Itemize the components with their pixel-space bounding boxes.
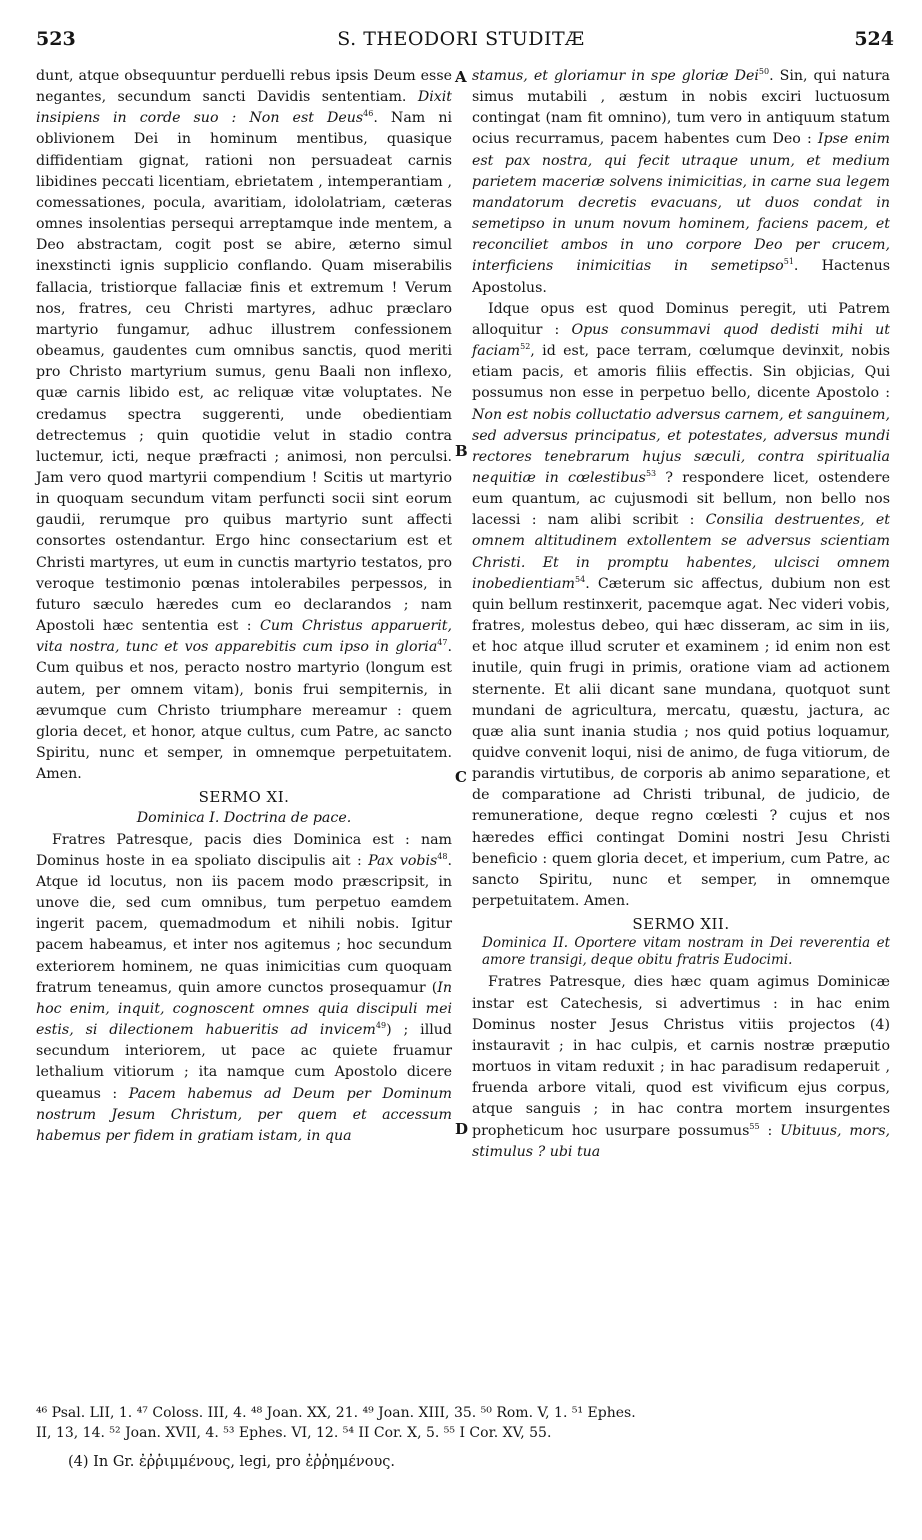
running-title: S. THEODORI STUDITÆ bbox=[337, 28, 585, 50]
paragraph bbox=[472, 66, 890, 299]
scripture-quote: Pacem habemus ad Deum per Dominum nostrum Jesum Christum, per quem et accessum habemus per fidem in gratiam istam, in qua bbox=[36, 1085, 452, 1144]
sermon-subtitle: Dominica II. Oportere vitam nostram in Dei reverentia et amore transigi, deque obitu fratris Eudocimi. bbox=[482, 935, 890, 969]
text-span: . Cum quibus et nos, peracto nostro martyrio (longum est autem, per omnem vitam), bonis frui sempiternis, in ævumque cum Christo triumphare mereamur : quem gloria decet, et honor, atque cultus, cum Patre, ac sancto Spiritu, nunc et semper, in omnemque perpetuitatem. Amen. bbox=[36, 639, 452, 783]
paragraph bbox=[36, 66, 452, 785]
text-span: . Hactenus Apostolus. bbox=[472, 258, 890, 296]
sermon-subtitle: Dominica I. Doctrina de pace. bbox=[136, 810, 352, 827]
margin-letter-d: D bbox=[455, 1120, 469, 1138]
sermon-title: SERMO XI. bbox=[198, 788, 290, 807]
left-column bbox=[36, 66, 452, 1147]
note-ref: 55 bbox=[749, 1121, 760, 1131]
text-span: Fratres Patresque, pacis dies Dominica est : nam Dominus hoste in ea spoliato discipulis ait : bbox=[36, 831, 452, 869]
note-ref: 52 bbox=[520, 342, 531, 352]
note-ref: 48 bbox=[437, 851, 448, 861]
text-span: Fratres Patresque, dies hæc quam agimus Dominicæ instar est Catechesis, si advertimus : in hac enim Dominus noster Jesus Christus vitiis projectos (4) instauravit ; in hac culpis, et carnis nostræ præputio mortuos in vitam reduxit ; in hac paradisum redaperuit , fruenda arbore vitali, quod est vivificum ejus corpus, atque sanguis ; in hac contra mortem insurgentes propheticum hoc usurpare possumus bbox=[472, 974, 890, 1139]
text-span: . Nam ni oblivionem Dei in hominum mentibus, quasique diffidentiam gignat, rationi non persuadeat carnis libidines peccati licentiam, ebrietatem , intemperantiam , comessationes, pocula, avaritiam, idololatriam, cæteras omnes insolentias persequi arreptamque inde mentem, a Deo abstractam, cogit post se abire, æterno simul inexstincti ignis supplicio conflando. Quam miserabilis fallacia, tristiorque fallaciæ finis et extremum ! Verum nos, fratres, ceu Christi martyres, adhuc præclaro martyrio fungamur, adhuc illustrem confessionem obeamus, gaudentes cum omnibus sanctis, quod meriti pro Christo martyrium sumus, genu Baali non inflexo, quæ carnis libido est, ac reliquæ vitæ voluptates. Ne credamus spectra suggerenti, unde obedientiam detrectemus ; quin quotidie velut in stadio contra luctemur, icti, neque præfracti ; animosi, non perculsi. Jam vero quod martyrii compendium ! Scitis ut martyrio in quoquam secundum vitam perfuncti socii sint eorum gaudii, rerumque pro quibus martyrio sunt affecti consortes ostendantur. Ergo hinc consectarium est et Christi martyres, ut eum in cunctis martyrio testatos, pro veroque testimonio pœnas intolerabiles perpessos, in futuro sæculo hæredes cum eo declarandos ; nam Apostoli hæc sententia est : bbox=[36, 110, 452, 635]
sermon-title: SERMO XII. bbox=[632, 915, 730, 934]
margin-letter-b: B bbox=[455, 442, 468, 460]
paragraph bbox=[36, 830, 452, 1147]
scripture-quote: Consilia destruentes, et omnem altitudinem extollentem se adversus scientiam Christi. Et in promptu habentes, ulcisci omnem inobedientiam bbox=[472, 512, 890, 592]
margin-letter-c: C bbox=[455, 768, 467, 786]
note-ref: 53 bbox=[645, 468, 657, 478]
scripture-quote: In hoc enim, inquit, cognoscent omnes quia discipuli mei estis, si dilectionem habueritis ad invicem bbox=[36, 979, 452, 1039]
text-span: Idque opus est quod Dominus peregit, uti Patrem alloquitur : bbox=[472, 300, 890, 338]
margin-letter-a: A bbox=[455, 68, 467, 86]
notes-line: II, 13, 14. ⁵² Joan. XVII, 4. ⁵³ Ephes. VI, 12. ⁵⁴ II Cor. X, 5. ⁵⁵ I Cor. XV, 55. bbox=[36, 1425, 552, 1441]
text-span: . Sin, qui natura simus mutabili , æstum in nobis exciri luctuosum contingat (nam fit omnino), tum vero in antiquum statum ocius recurramus, pacem habentes cum Deo : bbox=[472, 68, 890, 148]
note-ref: 54 bbox=[575, 574, 586, 584]
text-span: , id est, pace terram, cœlumque devinxit, nobis etiam pacis, et amoris filiis effectis. Sin objicias, Qui possumus non esse in perpetuo bello, dicente Apostolo : bbox=[472, 343, 890, 402]
page-header bbox=[0, 28, 922, 56]
scripture-quote: Ubituus, mors, stimulus ? ubi tua bbox=[472, 1122, 890, 1160]
note-ref: 50 bbox=[758, 67, 770, 76]
scripture-quote: Opus consummavi quod dedisti mihi ut faciam bbox=[472, 321, 890, 360]
note-ref: 47 bbox=[437, 638, 448, 648]
scripture-quote: stamus, et gloriamur in spe gloriæ Dei bbox=[472, 68, 759, 84]
note-ref: 46 bbox=[363, 109, 374, 119]
text-span: dunt, atque obsequuntur perduelli rebus ipsis Deum esse negantes, secundum sancti Davidis sententiam. bbox=[36, 68, 452, 106]
notes-line: ⁴⁶ Psal. LII, 1. ⁴⁷ Coloss. III, 4. ⁴⁸ Joan. XX, 21. ⁴⁹ Joan. XIII, 35. ⁵⁰ Rom. V, 1. ⁵¹ Ephes. bbox=[36, 1405, 636, 1421]
scripture-quote: Pax vobis bbox=[368, 852, 438, 869]
text-span: : bbox=[759, 1122, 781, 1139]
scripture-quote: Dixit insipiens in corde suo : Non est Deus bbox=[36, 89, 452, 127]
paragraph bbox=[472, 299, 890, 913]
page-number-left: 523 bbox=[36, 28, 76, 50]
scripture-quote: Cum Christus apparuerit, vita nostra, tunc et vos apparebitis cum ipso in gloria bbox=[36, 618, 453, 656]
paragraph bbox=[472, 972, 890, 1162]
right-column bbox=[472, 66, 890, 1163]
note-ref: 49 bbox=[375, 1021, 387, 1031]
text-span: ? respondere licet, ostendere eum quantum, ac cujusmodi sit bellum, non bello nos lacessi : nam alibi scribit : bbox=[472, 469, 890, 529]
text-span: . Cæterum sic affectus, dubium non est quin bellum restinxerit, pacemque agat. Nec videri vobis, fratres, molestus debeo, qui hæc disseram, ac sim in iis, et hoc atque illud scruter et examinem ; id enim non est inutile, quin frugi in primis, oratione viam ad actionem sternente. Et alii dicant sane mundana, quotquot sunt mundani de agricultura, mercatu, quæstu, jactura, ac quæ alia sunt inania studia ; nos quid potius loquamur, quidve convenit loqui, nisi de animo, de fuga vitiorum, de parandis virtutibus, de corporis ab animo separatione, et de comparatione ad Christi tribunal, de judicio, de remuneratione, deque regno cœlesti ? cujus et nos hæredes effici contingat Domini nostri Jesu Christi beneficio : quem gloria decet, et imperium, cum Patre, ac sancto Spiritu, nunc et semper, in omnemque perpetuitatem. Amen. bbox=[472, 575, 890, 910]
scripture-notes bbox=[36, 1403, 892, 1443]
translator-footnote: (4) In Gr. ἐῤῥιμμένους, legi, pro ἐῤῥημένους. bbox=[68, 1454, 395, 1470]
page-number-right: 524 bbox=[854, 28, 894, 50]
note-ref: 51 bbox=[783, 257, 794, 267]
text-span: . Atque id locutus, non iis pacem modo præscripsit, in unove die, sed cum omnibus, tum perpetuo eamdem ingerit pacem, quemadmodum et nihili nobis. Igitur pacem habeamus, et inter nos agitemus ; hoc secundum exteriorem hominem, ne quas inimicitias cum quoquam fratrum teneamus, quin amore cunctos prosequamur ( bbox=[36, 852, 452, 996]
scripture-quote: Ipse enim est pax nostra, qui fecit utraque unum, et medium parietem maceriæ solvens inimicitias, in carne sua legem mandatorum decretis evacuans, ut duos condat in semetipso in unum novum hominem, faciens pacem, et reconciliet ambos in uno corpore Deo per crucem, interficiens inimicitias in semetipso bbox=[472, 131, 890, 275]
text-span: ) ; illud secundum interiorem, ut pace ac quiete fruamur lethalium vitiorum ; ita namque cum Apostolo dicere queamus : bbox=[36, 1022, 452, 1102]
scripture-quote: Non est nobis colluctatio adversus carnem, et sanguinem, sed adversus principatus, et potestates, adversus mundi rectores tenebrarum hujus sæculi, contra spiritualia nequitiæ in cœlestibus bbox=[472, 406, 890, 486]
